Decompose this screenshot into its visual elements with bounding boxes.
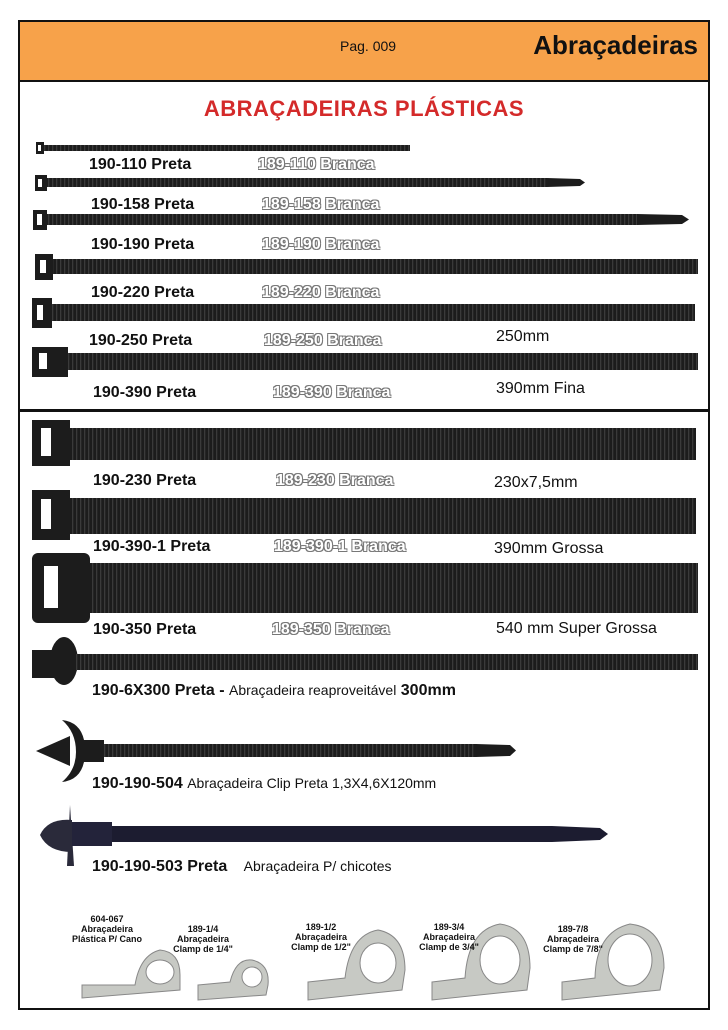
clamp-line1: Abraçadeira (546, 934, 600, 944)
tie-190-6x300 (32, 637, 698, 685)
clamp-code: 189-1/4 (187, 924, 219, 934)
tie-190-158 (35, 175, 585, 191)
clamp-line1: Abraçadeira (80, 924, 134, 934)
clamp-line2: Clamp de 1/4" (173, 944, 233, 954)
tie-white-code: 189-390-1 Branca (274, 538, 406, 555)
clip503-code: 190-190-503 Preta (92, 858, 228, 875)
clip503-desc: Abraçadeira P/ chicotes (243, 858, 392, 874)
tie-spec: 390mm Fina (496, 380, 585, 397)
reusable-label (92, 682, 456, 700)
clamp-label (528, 924, 618, 954)
reusable-code: 190-6X300 Preta - (92, 682, 225, 699)
tie-spec: 540 mm Super Grossa (496, 620, 657, 637)
clamp-code: 189-3/4 (433, 922, 465, 932)
tie-code: 190-390-1 Preta (93, 538, 211, 555)
tie-190-350 (32, 553, 698, 623)
clamp-line2: Plástica P/ Cano (71, 934, 143, 944)
page-number: Pag. 009 (340, 38, 397, 54)
tie-190-220 (35, 254, 698, 280)
tie-code: 190-190 Preta (91, 236, 195, 253)
clamp-code: 189-7/8 (557, 924, 589, 934)
tie-white-code: 189-110 Branca (258, 156, 375, 173)
tie-code: 190-390 Preta (93, 384, 197, 401)
reusable-size: 300mm (400, 682, 456, 699)
section-title: ABRAÇADEIRAS PLÁSTICAS (203, 96, 525, 121)
tie-code: 190-220 Preta (91, 284, 195, 301)
header-title: Abraçadeiras (533, 30, 698, 60)
clip504-desc: Abraçadeira Clip Preta 1,3X4,6X120mm (187, 775, 437, 791)
tie-code: 190-230 Preta (93, 472, 197, 489)
clamp-code: 189-1/2 (305, 922, 337, 932)
tie-spec: 230x7,5mm (494, 474, 578, 491)
reusable-desc: Abraçadeira reaproveitável (228, 682, 397, 698)
clamp-label (276, 922, 366, 952)
tie-white-code: 189-190 Branca (262, 236, 380, 253)
tie-white-code: 189-220 Branca (262, 284, 380, 301)
tie-spec: 250mm (496, 328, 550, 345)
clamp-line1: Abraçadeira (294, 932, 348, 942)
tie-spec: 390mm Grossa (494, 540, 604, 557)
clamp-604-067 (82, 950, 180, 998)
tie-code: 190-110 Preta (89, 156, 192, 173)
tie-190-230 (32, 420, 696, 466)
tie-190-190-503 (40, 805, 608, 866)
tie-white-code: 189-250 Branca (264, 332, 382, 349)
clamp-label (62, 914, 152, 944)
clamp-label (158, 924, 248, 954)
tie-code: 190-158 Preta (91, 196, 195, 213)
tie-white-code: 189-230 Branca (276, 472, 394, 489)
tie-190-390 (32, 347, 698, 377)
tie-code: 190-350 Preta (93, 621, 197, 638)
tie-190-390-1 (32, 490, 696, 540)
clip504-code: 190-190-504 (92, 775, 183, 792)
tie-190-110 (36, 142, 410, 154)
clip503-label (92, 858, 392, 876)
clamp-line2: Clamp de 7/8" (543, 944, 603, 954)
clamp-code: 604-067 (90, 914, 124, 924)
tie-190-250 (32, 298, 695, 328)
clamp-189-1-4 (198, 960, 268, 1000)
clamp-line1: Abraçadeira (422, 932, 476, 942)
tie-white-code: 189-390 Branca (273, 384, 391, 401)
clamp-line2: Clamp de 3/4" (419, 942, 479, 952)
clamp-label (404, 922, 494, 952)
tie-190-190-504 (36, 720, 516, 782)
clamp-line2: Clamp de 1/2" (291, 942, 351, 952)
tie-white-code: 189-350 Branca (272, 621, 390, 638)
tie-code: 190-250 Preta (89, 332, 193, 349)
tie-white-code: 189-158 Branca (262, 196, 380, 213)
clip504-label (92, 775, 436, 793)
clamp-line1: Abraçadeira (176, 934, 230, 944)
